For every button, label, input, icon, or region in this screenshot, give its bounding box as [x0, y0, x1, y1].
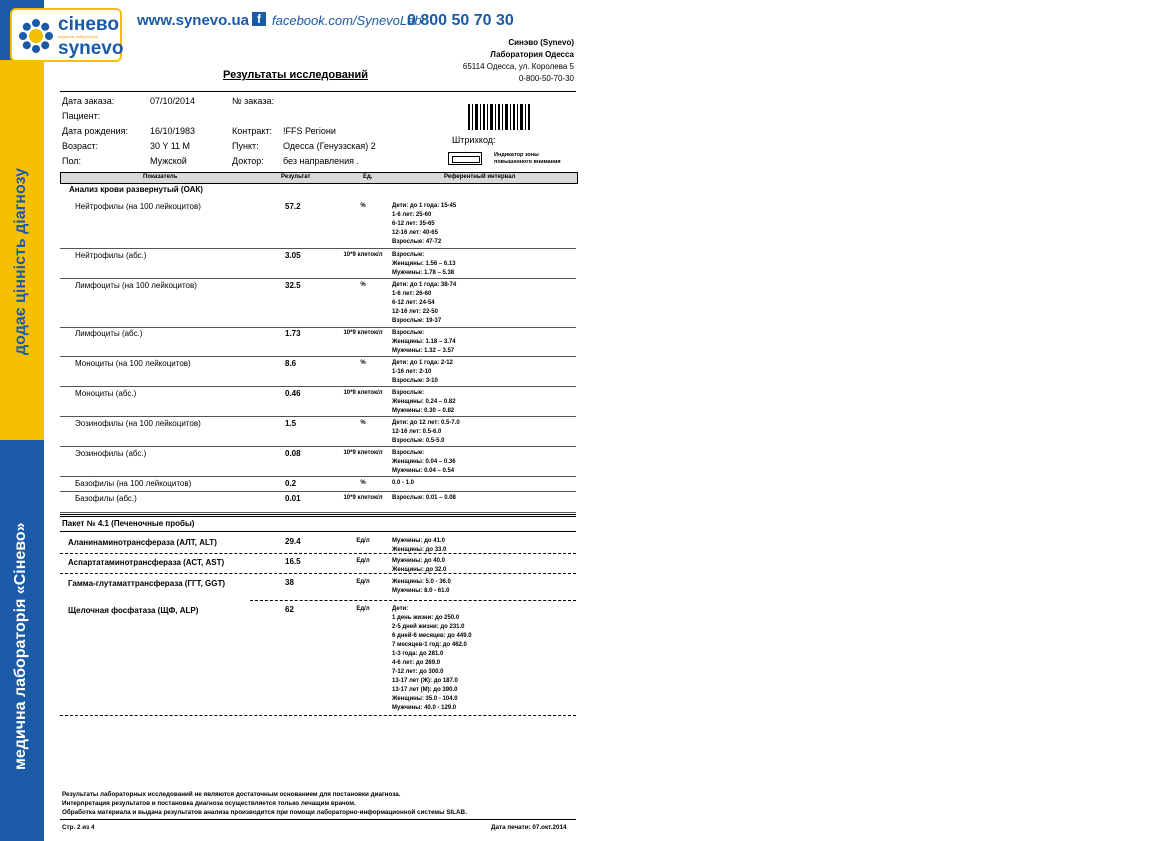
test-name: Эозинофилы (абс.) [75, 449, 147, 458]
test-result: 0.46 [285, 389, 301, 398]
test-unit: % [360, 480, 366, 486]
test-name: Гамма-глутаматтрансфераза (ГГТ, GGT) [68, 579, 226, 588]
logo-cyrillic: сінево [58, 14, 119, 35]
row-divider [250, 600, 576, 601]
row-divider [60, 715, 576, 716]
test-unit: 10*9 клеток/л [343, 330, 383, 336]
section-title: Анализ крови развернутый (ОАК) [69, 185, 203, 194]
lab-phone: 0-800-50-70-30 [518, 74, 574, 83]
divider [60, 531, 576, 532]
test-result: 1.5 [285, 419, 297, 428]
test-result: 62 [285, 605, 294, 614]
row-divider [60, 327, 576, 328]
doctor-label: Доктор: [232, 156, 264, 166]
test-reference: Взрослые: 0.01 – 0.08 [392, 495, 456, 501]
test-unit: % [360, 203, 366, 209]
row-divider [60, 386, 576, 387]
test-unit: Ед/л [356, 606, 370, 612]
contract: !FFS Регіони [283, 126, 336, 136]
test-unit: 10*9 клеток/л [343, 450, 383, 456]
birth-date: 16/10/1983 [150, 126, 196, 136]
test-unit: Ед/л [356, 558, 370, 564]
disclaimer-1: Результаты лабораторных исследований не являются достаточным основанием для постановки диагноза. [62, 791, 401, 798]
test-name: Щелочная фосфатаза (ЩФ, ALP) [68, 606, 199, 615]
barcode-icon [468, 104, 530, 130]
test-unit: 10*9 клеток/л [343, 495, 383, 501]
row-divider [60, 553, 576, 554]
row-divider [60, 278, 576, 279]
test-result: 8.6 [285, 359, 297, 368]
contract-label: Контракт: [232, 126, 273, 136]
page-title: Результаты исследований [223, 69, 369, 81]
test-reference: 0.0 - 1.0 [392, 480, 415, 486]
row-divider [60, 476, 576, 477]
col-ref: Референтный интервал [444, 174, 516, 180]
order-no-label: № заказа: [232, 96, 274, 106]
order-date-label: Дата заказа: [62, 96, 115, 106]
sidebar-slogan-bottom: медична лабораторія «Сінево» [12, 522, 29, 770]
lab-branch: Лаборатория Одесса [490, 50, 574, 59]
test-reference: Дети: до 1 года: 38-74 1-6 лет: 26-60 6-12 лет: 24-54 12-16 лет: 22-50 Взрослые: 19-37 [392, 282, 457, 324]
disclaimer-3: Обработка материала и выдача результатов анализа производится при помощи лабораторно-информационной системы SILAB. [62, 809, 467, 816]
doctor: без направления . [283, 156, 360, 166]
col-result: Результат [281, 174, 311, 180]
flower-icon [18, 18, 54, 54]
row-divider [60, 416, 576, 417]
test-unit: % [360, 420, 366, 426]
test-result: 0.2 [285, 479, 297, 488]
test-name: Базофилы (на 100 лейкоцитов) [75, 479, 192, 488]
facebook-link[interactable]: facebook.com/SynevoLab [272, 13, 422, 28]
row-divider [60, 356, 576, 357]
order-date: 07/10/2014 [150, 96, 196, 106]
test-reference: Женщины: 5.0 - 36.0 Мужчины: 8.0 - 61.0 [392, 579, 451, 594]
test-result: 1.73 [285, 329, 301, 338]
age: 30 Y 11 M [150, 141, 191, 151]
test-reference: Взрослые: Женщины: 1.18 – 3.74 Мужчины: 1.32 – 3.57 [392, 330, 456, 354]
test-reference: Взрослые: Женщины: 0.24 – 0.82 Мужчины: 0.30 – 0.82 [392, 390, 456, 414]
test-name: Лимфоциты (на 100 лейкоцитов) [75, 281, 197, 290]
table-header [60, 172, 578, 184]
test-reference: Мужчины: до 41.0 Женщины: до 33.0 [392, 538, 447, 553]
test-result: 29.4 [285, 537, 301, 546]
sidebar-slogan-top: додає цінність діагнозу [12, 168, 29, 355]
divider [60, 819, 576, 820]
test-name: Лимфоциты (абс.) [75, 329, 143, 338]
test-unit: Ед/л [356, 579, 370, 585]
page-number: Стр. 2 из 4 [62, 824, 95, 831]
logo-latin: synevo [58, 38, 124, 59]
test-result: 38 [285, 578, 294, 587]
col-unit: Ед. [363, 174, 373, 180]
test-unit: Ед/л [356, 538, 370, 544]
point-label: Пункт: [232, 141, 259, 151]
lab-name: Синэво (Synevo) [508, 38, 574, 47]
test-reference: Взрослые: Женщины: 0.04 – 0.36 Мужчины: 0.04 – 0.54 [392, 450, 456, 474]
lab-info [463, 37, 574, 85]
test-reference: Дети: до 1 года: 2-12 1-16 лет: 2-10 Взрослые: 3-10 [392, 360, 453, 384]
test-result: 0.08 [285, 449, 301, 458]
synevo-logo[interactable] [12, 10, 124, 60]
point: Одесса (Генуэзская) 2 [283, 141, 376, 151]
test-unit: % [360, 282, 366, 288]
indicator-label: Индикатор зоны повышенного внимания [494, 152, 561, 165]
row-divider [60, 248, 576, 249]
patient-label: Пациент: [62, 111, 101, 121]
barcode-label: Штрихкод: [452, 135, 496, 145]
test-unit: 10*9 клеток/л [343, 252, 383, 258]
row-divider [60, 446, 576, 447]
test-unit: % [360, 360, 366, 366]
section-divider [60, 514, 576, 517]
test-result: 32.5 [285, 281, 301, 290]
test-name: Моноциты (на 100 лейкоцитов) [75, 359, 191, 368]
print-date: Дата печати: 07.окт.2014 [491, 824, 567, 831]
test-name: Эозинофилы (на 100 лейкоцитов) [75, 419, 201, 428]
test-result: 16.5 [285, 557, 301, 566]
test-reference: Дети: до 12 лет: 0.5-7.0 12-16 лет: 0.5-6.0 Взрослые: 0.5-5.0 [392, 420, 460, 444]
section-title: Пакет № 4.1 (Печеночные пробы) [62, 519, 195, 528]
test-name: Нейтрофилы (абс.) [75, 251, 147, 260]
sex: Мужской [150, 156, 187, 166]
row-divider [60, 512, 576, 513]
lab-address: 65114 Одесса, ул. Королева 5 [462, 62, 574, 71]
age-label: Возраст: [62, 141, 99, 151]
test-unit: 10*9 клеток/л [343, 390, 383, 396]
test-name: Базофилы (абс.) [75, 494, 137, 503]
divider [60, 91, 576, 92]
test-name: Нейтрофилы (на 100 лейкоцитов) [75, 202, 201, 211]
test-result: 0.01 [285, 494, 301, 503]
logo-tagline: медична лабораторія [58, 34, 98, 39]
disclaimer-2: Интерпретация результатов и постановка диагноза осуществляется только лечащим врачом. [62, 800, 356, 807]
test-result: 3.05 [285, 251, 301, 260]
phone-number[interactable]: 0 800 50 70 30 [407, 12, 514, 29]
test-reference: Дети: до 1 года: 15-45 1-6 лет: 25-60 6-12 лет: 35-65 12-16 лет: 40-65 Взрослые: 47-72 [392, 203, 457, 245]
test-reference: Взрослые: Женщины: 1.56 – 6.13 Мужчины: 1.78 – 5.38 [392, 252, 456, 276]
test-reference: Дети: 1 день жизни: до 250.0 2-5 дней жизни: до 231.0 6 дней-6 месяцев: до 449.0 7 месяцев-1 год: до 462.0 1-3 года: до 281.0 4-6 лет: до 269.0 7-12 лет: до 300.0 13-17 лет (Ж): до 187.0 13-17 лет (М): до 390.0 Женщины: 35.0 - 104.0 Мужчины: 40.0 - 129.0 [392, 606, 472, 711]
test-result: 57.2 [285, 202, 301, 211]
facebook-icon: f [252, 12, 266, 26]
test-name: Аланинаминотрансфераза (АЛТ, ALT) [68, 538, 217, 547]
test-name: Моноциты (абс.) [75, 389, 137, 398]
test-name: Аспартатаминотрансфераза (АСТ, AST) [68, 558, 225, 567]
col-indicator: Показатель [143, 174, 178, 180]
attention-indicator [448, 152, 482, 165]
sex-label: Пол: [62, 156, 82, 166]
website-link[interactable]: www.synevo.ua [137, 12, 249, 29]
row-divider [60, 573, 576, 574]
birth-label: Дата рождения: [62, 126, 128, 136]
test-reference: Мужчины: до 40.0 Женщины: до 32.0 [392, 558, 447, 573]
row-divider [60, 491, 576, 492]
